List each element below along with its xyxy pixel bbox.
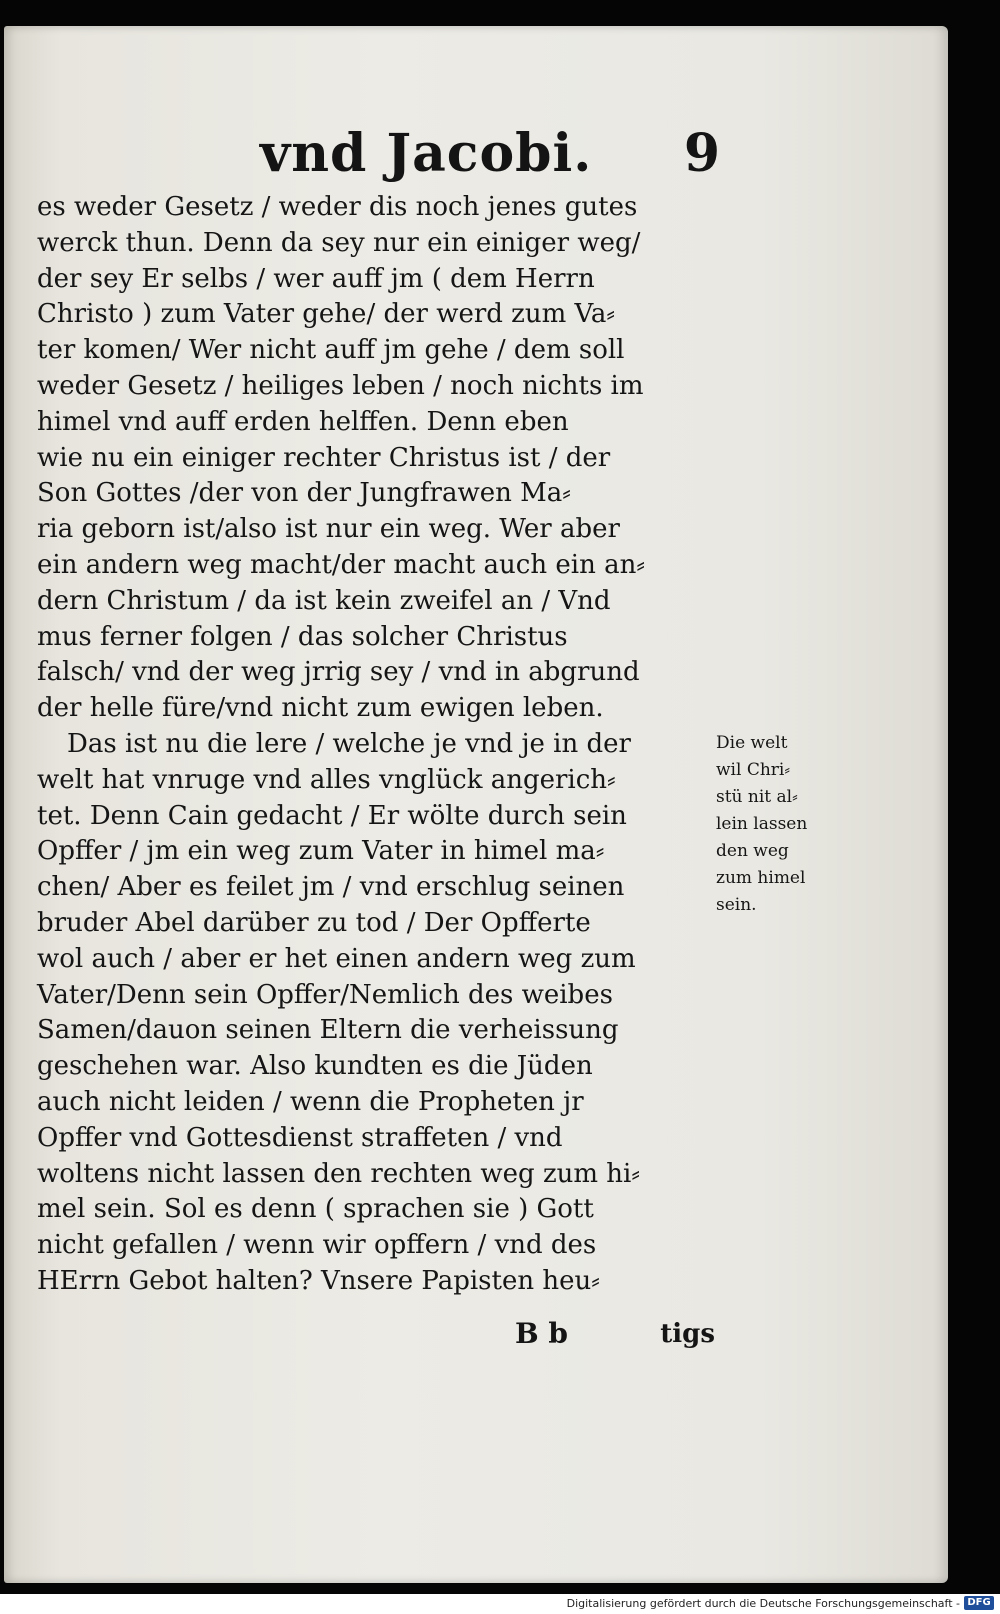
text-line: falsch/ vnd der weg jrrig sey / vnd in abgrund xyxy=(37,657,640,688)
text-line: himel vnd auff erden helffen. Denn eben xyxy=(37,406,569,437)
text-line: Samen/dauon seinen Eltern die verheissung xyxy=(37,1015,619,1046)
text-line: geschehen war. Also kundten es die Jüden xyxy=(37,1051,593,1082)
page-header xyxy=(260,124,720,194)
text-line: ein andern weg macht/der macht auch ein an⸗ xyxy=(37,549,645,580)
marginal-note-line: Die welt xyxy=(716,733,788,753)
text-line: dern Christum / da ist kein zweifel an / Vnd xyxy=(37,585,611,616)
signature-mark: B b xyxy=(515,1317,568,1350)
text-line: Opffer / jm ein weg zum Vater in himel ma⸗ xyxy=(37,836,605,867)
text-line: Vater/Denn sein Opffer/Nemlich des weibes xyxy=(37,979,613,1010)
text-line: tet. Denn Cain gedacht / Er wölte durch sein xyxy=(37,800,627,831)
text-line: wie nu ein einiger rechter Christus ist / der xyxy=(37,442,611,473)
body-text xyxy=(37,190,715,1300)
text-line: woltens nicht lassen den rechten weg zum hi⸗ xyxy=(37,1158,641,1189)
marginal-note-line: sein. xyxy=(716,895,757,915)
text-line: chen/ Aber es feilet jm / vnd erschlug seinen xyxy=(37,872,625,903)
marginal-note-line: den weg xyxy=(716,841,789,861)
text-line: Son Gottes /der von der Jungfrawen Ma⸗ xyxy=(37,478,571,509)
text-line: auch nicht leiden / wenn die Propheten jr xyxy=(37,1086,584,1117)
folio-number: 9 xyxy=(683,123,720,184)
marginal-note-line: wil Chri⸗ xyxy=(716,760,791,780)
catchword: tigs xyxy=(660,1319,715,1349)
text-line: Opffer vnd Gottesdienst straffeten / vnd xyxy=(37,1122,563,1153)
running-title: vnd Jacobi. xyxy=(260,123,593,184)
text-line: der helle füre/vnd nicht zum ewigen leben. xyxy=(37,693,604,724)
text-line: welt hat vnruge vnd alles vnglück angerich⸗ xyxy=(37,764,616,795)
text-line: werck thun. Denn da sey nur ein einiger weg/ xyxy=(37,227,641,258)
marginal-note-line: stü nit al⸗ xyxy=(716,787,798,807)
text-line: mel sein. Sol es denn ( sprachen sie ) Gott xyxy=(37,1194,594,1225)
text-line: HErrn Gebot halten? Vnsere Papisten heu⸗ xyxy=(37,1265,600,1296)
marginal-note-line: zum himel xyxy=(716,868,806,888)
text-line: wol auch / aber er het einen andern weg zum xyxy=(37,943,636,974)
text-line: mus ferner folgen / das solcher Christus xyxy=(37,621,568,652)
text-line: es weder Gesetz / weder dis noch jenes gutes xyxy=(37,192,638,222)
text-line: ria geborn ist/also ist nur ein weg. Wer aber xyxy=(37,514,620,545)
catchline xyxy=(515,1316,715,1356)
digitization-credit: Digitalisierung gefördert durch die Deutsche Forschungsgemeinschaft - xyxy=(566,1597,960,1610)
dfg-logo: DFG xyxy=(964,1596,994,1610)
marginal-note-line: lein lassen xyxy=(716,814,808,834)
marginal-note xyxy=(716,730,846,919)
text-line: weder Gesetz / heiliges leben / noch nichts im xyxy=(37,370,644,401)
text-line: der sey Er selbs / wer auff jm ( dem Herrn xyxy=(37,263,595,294)
paragraph-start-line: Das ist nu die lere / welche je vnd je in der xyxy=(67,728,631,759)
text-line: ter komen/ Wer nicht auff jm gehe / dem soll xyxy=(37,335,625,366)
text-line: nicht gefallen / wenn wir opffern / vnd des xyxy=(37,1230,597,1261)
text-line: bruder Abel darüber zu tod / Der Opfferte xyxy=(37,907,591,938)
text-line: Christo ) zum Vater gehe/ der werd zum Va⸗ xyxy=(37,299,616,330)
